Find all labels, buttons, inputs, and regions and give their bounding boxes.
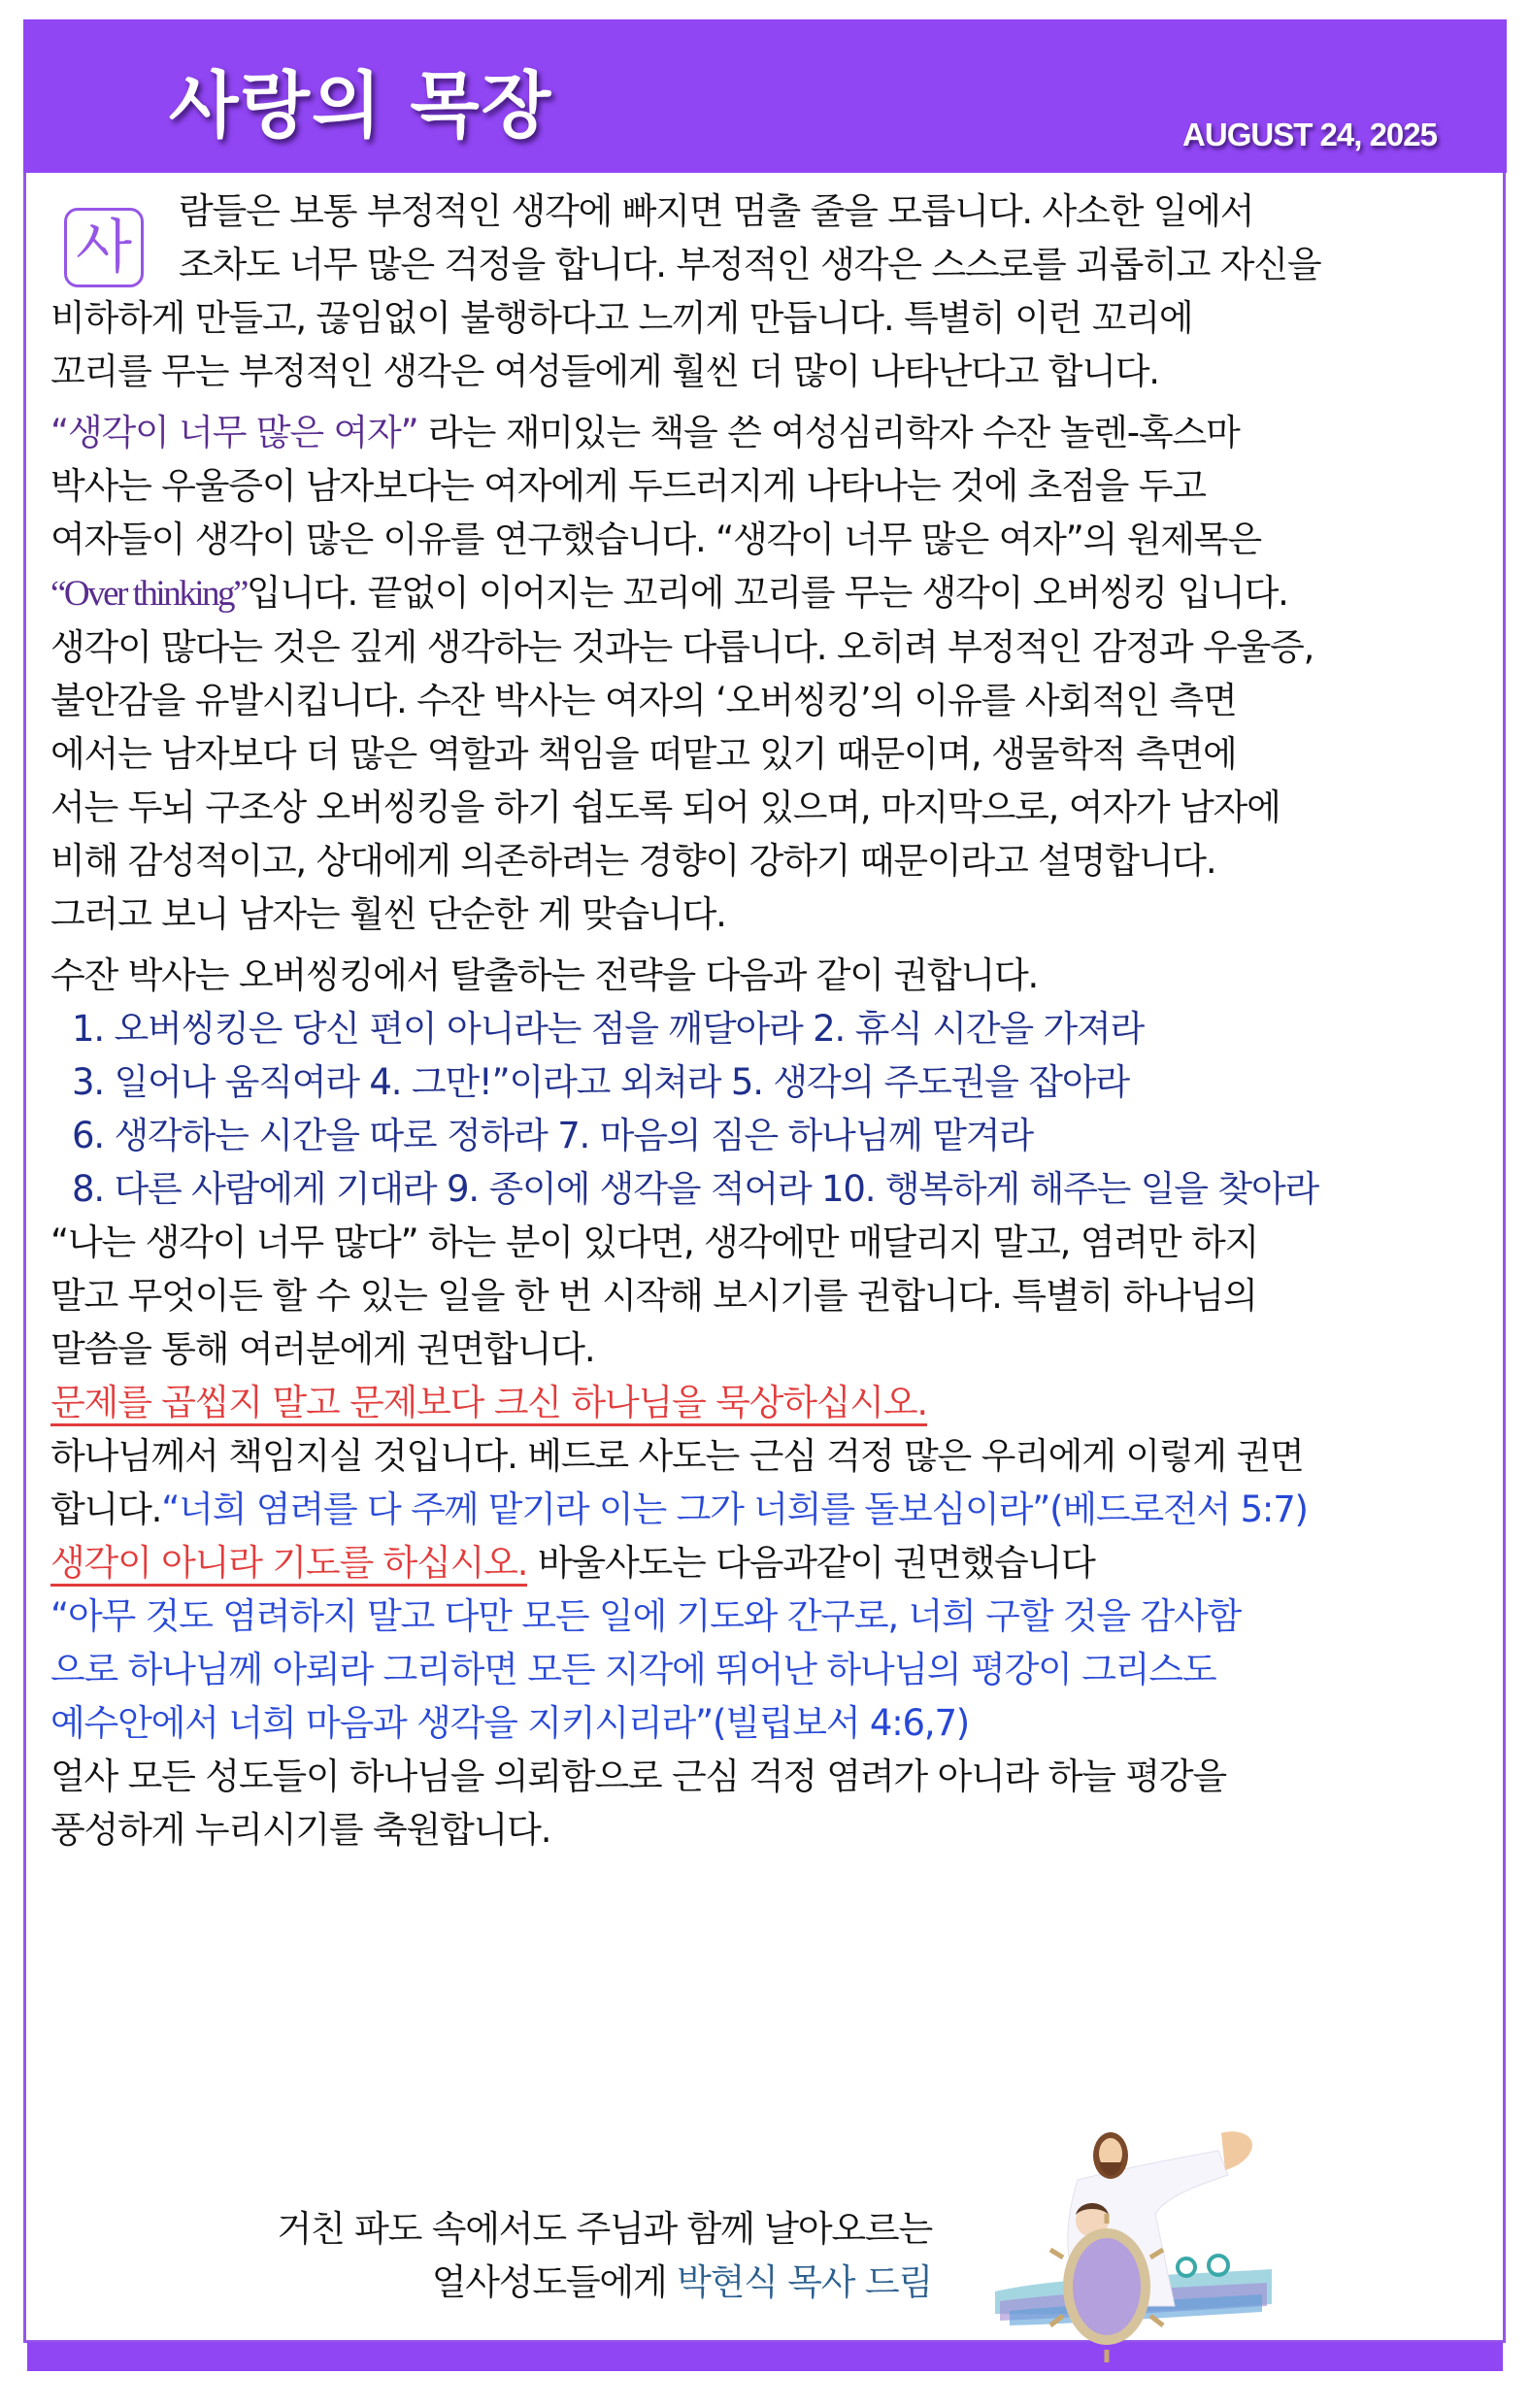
text-span: 입니다. 끝없이 이어지는 꼬리에 꼬리를 무는 생각이 오버씽킹 입니다. — [246, 572, 1288, 614]
text-line: “아무 것도 염려하지 말고 다만 모든 일에 기도와 간구로, 너희 구할 것을 감사함 — [50, 1595, 1242, 1637]
text-line: 에서는 남자보다 더 많은 역할과 책임을 떠맡고 있기 때문이며, 생물학적 측면에 — [50, 733, 1237, 775]
book-title-quote: “생각이 너무 많은 여자” — [50, 412, 418, 453]
emphasis-meditate: 문제를 곱씹지 말고 문제보다 크신 하나님을 묵상하십시오. — [50, 1382, 927, 1426]
text-line: 비해 감성적이고, 상대에게 의존하려는 경향이 강하기 때문이라고 설명합니다. — [50, 840, 1216, 882]
jesus-ship-wheel-illustration-icon — [971, 2122, 1291, 2379]
list-item: 6. 생각하는 시간을 따로 정하라 7. 마음의 짐은 하나님께 맡겨라 — [72, 1115, 1033, 1156]
text-span: 라는 재미있는 책을 쓴 여성심리학자 수잔 놀렌-혹스마 — [417, 412, 1240, 453]
text-line: 풍성하게 누리시기를 축원합니다. — [50, 1809, 551, 1851]
text-line: 박사는 우울증이 남자보다는 여자에게 두드러지게 나타나는 것에 초점을 두고 — [50, 465, 1206, 507]
text-span: 합니다. — [50, 1488, 162, 1530]
text-line: 생각이 많다는 것은 깊게 생각하는 것과는 다릅니다. 오히려 부정적인 감정과 우울증, — [50, 626, 1314, 668]
article-body — [50, 184, 1478, 1856]
text-line: 얼사 모든 성도들이 하나님을 의뢰함으로 근심 걱정 염려가 아니라 하늘 평강을 — [50, 1756, 1226, 1797]
text-line: 람들은 보통 부정적인 생각에 빠지면 멈출 줄을 모릅니다. 사소한 일에서 — [179, 190, 1254, 232]
text-span: 얼사성도들에게 — [431, 2261, 678, 2303]
list-item: 3. 일어나 움직여라 4. 그만!”이라고 외쳐라 5. 생각의 주도권을 잡아라 — [72, 1061, 1129, 1103]
issue-date: AUGUST 24, 2025 — [1182, 117, 1437, 152]
text-line: “나는 생각이 너무 많다” 하는 분이 있다면, 생각에만 매달리지 말고, 염려만 하지 — [50, 1221, 1259, 1263]
text-line: 말씀을 통해 여러분에게 권면합니다. — [50, 1328, 595, 1370]
text-line: 그러고 보니 남자는 훨씬 단순한 게 맞습니다. — [50, 893, 726, 935]
text-span: 바울사도는 다음과같이 권면했습니다 — [527, 1542, 1095, 1584]
paragraph-overthinking — [50, 406, 1478, 941]
signature-line — [194, 2256, 932, 2309]
paragraph-intro — [50, 184, 1478, 398]
emphasis-line — [50, 1376, 1478, 1429]
original-title-quote: “Over thinking” — [50, 574, 247, 614]
scripture-philippians — [50, 1589, 1478, 1750]
header-banner — [23, 19, 1507, 173]
text-line: 수잔 박사는 오버씽킹에서 탈출하는 전략을 다음과 같이 권합니다. — [50, 954, 1039, 996]
text-line: 불안감을 유발시킵니다. 수잔 박사는 여자의 ‘오버씽킹’의 이유를 사회적인 측면 — [50, 680, 1237, 721]
list-item: 1. 오버씽킹은 당신 편이 아니라는 점을 깨달아라 2. 휴식 시간을 가져라 — [72, 1008, 1145, 1050]
text-line — [50, 406, 1478, 459]
signature — [194, 2202, 932, 2309]
text-line: 여자들이 생각이 많은 이유를 연구했습니다. “생각이 너무 많은 여자”의 원제목은 — [50, 518, 1261, 560]
text-line — [50, 1483, 1478, 1536]
pastor-name: 박현식 목사 드림 — [677, 2261, 932, 2303]
scripture-1peter: “너희 염려를 다 주께 맡기라 이는 그가 너희를 돌보심이라”(베드로전서 5:7) — [161, 1488, 1308, 1530]
text-line: 으로 하나님께 아뢰라 그리하면 모든 지각에 뛰어난 하나님의 평강이 그리스도 — [50, 1649, 1216, 1690]
text-line: 하나님께서 책임지실 것입니다. 베드로 사도는 근심 걱정 많은 우리에게 이렇게 권면 — [50, 1435, 1304, 1477]
text-line — [50, 566, 1478, 620]
emphasis-line — [50, 1536, 1478, 1589]
text-line: 꼬리를 무는 부정적인 생각은 여성들에게 훨씬 더 많이 나타난다고 합니다. — [50, 351, 1159, 392]
emphasis-pray: 생각이 아니라 기도를 하십시오. — [50, 1542, 527, 1587]
text-line: 예수안에서 너희 마음과 생각을 지키시리라”(빌립보서 4:6,7) — [50, 1702, 970, 1744]
page-title: 사랑의 목장 — [169, 64, 553, 148]
drop-cap: 사 — [64, 208, 144, 287]
list-item: 8. 다른 사람에게 기대라 9. 종이에 생각을 적어라 10. 행복하게 해주는 일을 찾아라 — [72, 1168, 1319, 1210]
text-line: 서는 두뇌 구조상 오버씽킹을 하기 쉽도록 되어 있으며, 마지막으로, 여자가 남자에 — [50, 786, 1281, 828]
paragraph-strategies — [50, 949, 1478, 1216]
text-line: 말고 무엇이든 할 수 있는 일을 한 번 시작해 보시기를 권합니다. 특별히 하나님의 — [50, 1275, 1257, 1317]
signature-line: 거친 파도 속에서도 주님과 함께 날아오르는 — [277, 2208, 932, 2250]
text-line: 조차도 너무 많은 걱정을 합니다. 부정적인 생각은 스스로를 괴롭히고 자신을 — [179, 244, 1321, 285]
text-line: 비하하게 만들고, 끊임없이 불행하다고 느끼게 만듭니다. 특별히 이런 꼬리에 — [50, 297, 1193, 339]
strategy-list — [50, 1002, 1478, 1216]
paragraph-exhortation — [50, 1216, 1478, 1856]
